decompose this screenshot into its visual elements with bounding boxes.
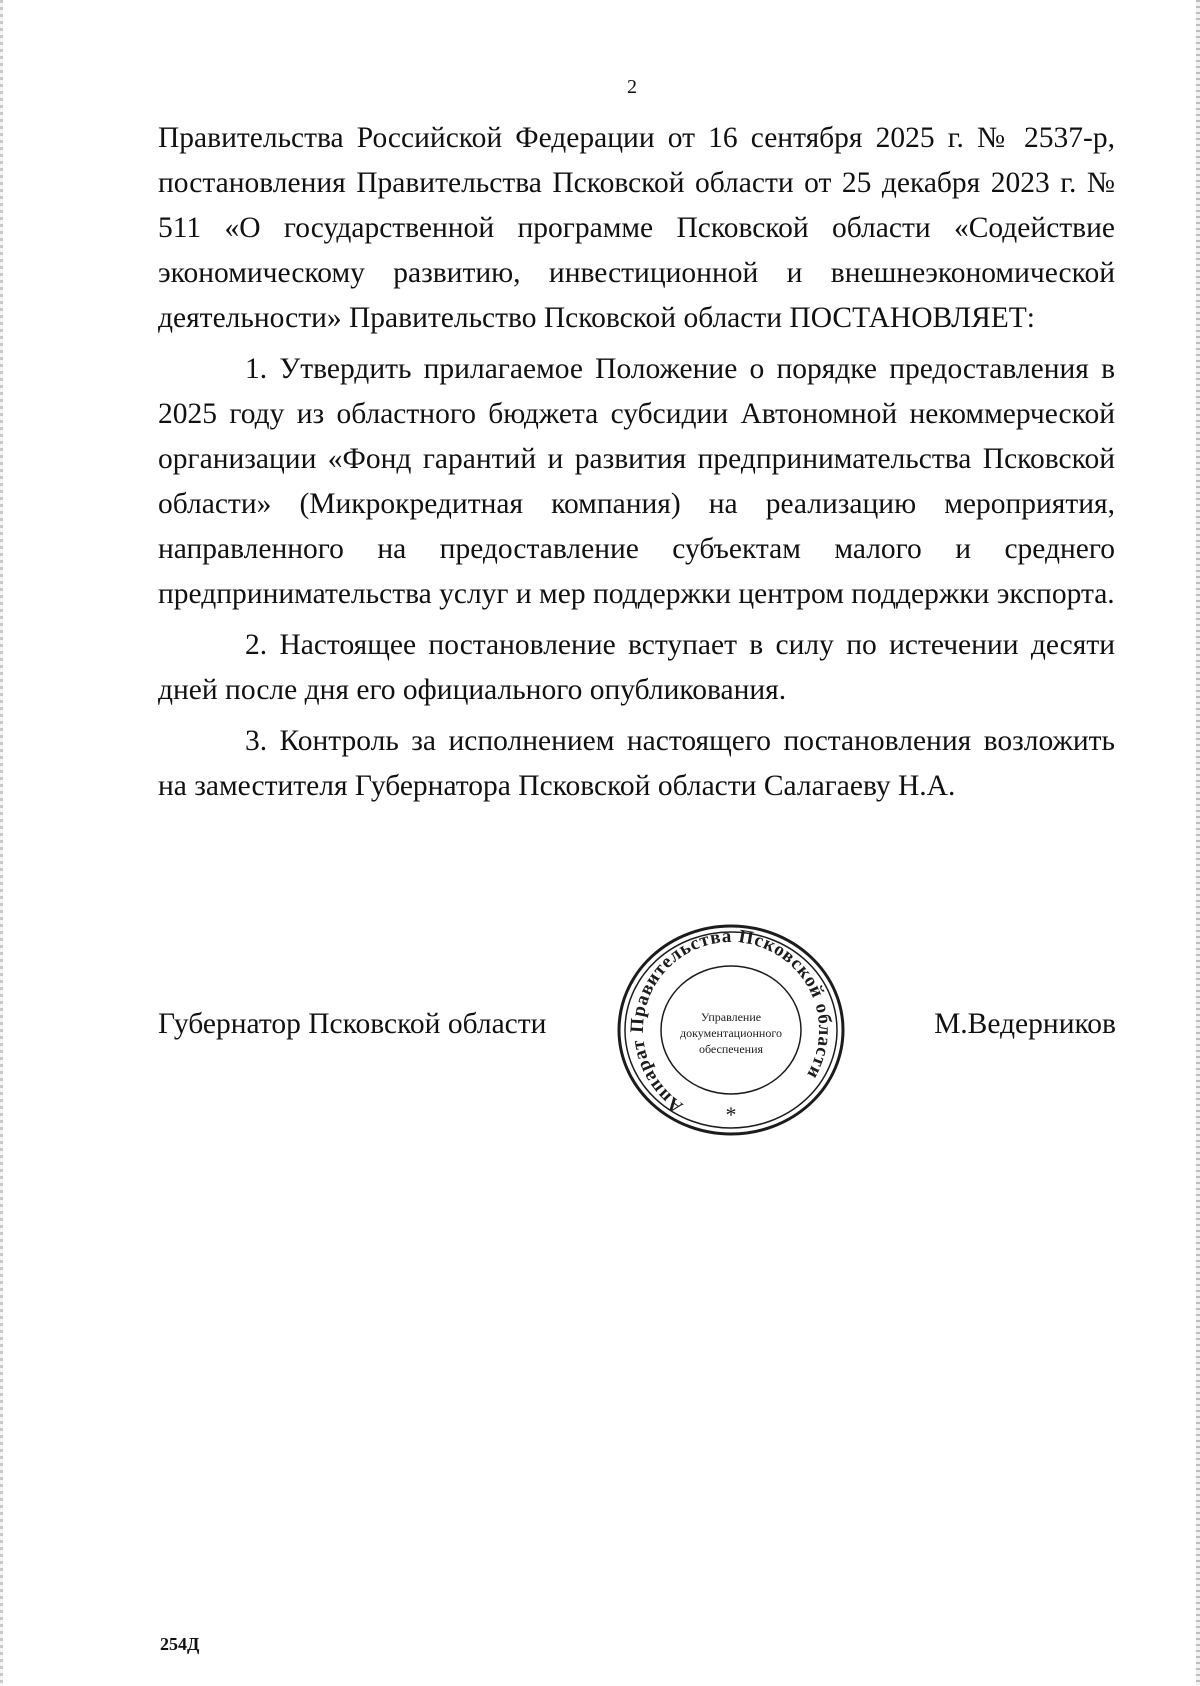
official-seal — [608, 919, 854, 1141]
scan-edge-right — [1196, 0, 1200, 1686]
signatory-position: Губернатор Псковской области — [158, 1008, 547, 1040]
seal-star-icon: * — [725, 1102, 737, 1127]
seal-ring-text: Аппарат Правительства Псковской области — [626, 925, 836, 1118]
document-code: 254Д — [160, 1634, 200, 1654]
document-body — [158, 116, 1115, 809]
clause-2-paragraph: 2. Настоящее постановление вступает в силу по истечении десяти дней после дня его официального опубликования. — [158, 629, 1115, 706]
intro-paragraph: Правительства Российской Федерации от 16 сентября 2025 г. № 2537-р, постановления Правительства Псковской области от 25 декабря 2023 г. № 511 «О государственной программе Псковской области «Содействие экономическому развитию, инвестиционной и внешнеэкономической деятельности» Правительство Псковской области ПОСТАНОВЛЯЕТ: — [158, 122, 1115, 334]
seal-center-line-1: Управление — [700, 1010, 762, 1024]
clause-3-paragraph: 3. Контроль за исполнением настоящего постановления возложить на заместителя Губернатора Псковской области Салагаеву Н.А. — [158, 725, 1115, 802]
page-number: 2 — [627, 76, 637, 98]
seal-center-line-2: документационного — [680, 1026, 782, 1040]
seal-center-line-3: обеспечения — [698, 1042, 764, 1056]
scan-edge-left — [0, 0, 3, 1686]
clause-1-paragraph: 1. Утвердить прилагаемое Положение о порядке предоставления в 2025 году из областного бюджета субсидии Автономной некоммерческой организации «Фонд гарантий и развития предпринимательства Псковской области» (Микрокредитная компания) на реализацию мероприятия, направленного на предоставление субъектам малого и среднего предпринимательства услуг и мер поддержки центром поддержки экспорта. — [158, 353, 1115, 610]
signatory-name: М.Ведерников — [934, 1008, 1116, 1040]
